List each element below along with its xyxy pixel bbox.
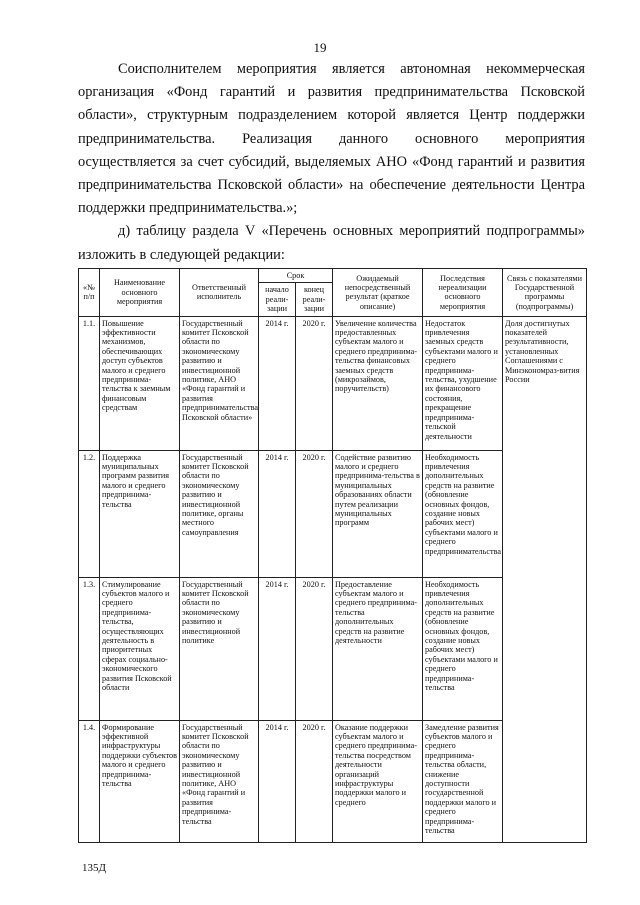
page-number: 19 — [313, 40, 327, 55]
row-executor: Государственный комитет Псковской области по экономическому развитию и инвестиционной политике, АНО «Фонд гарантий и развития предпринима-тельства — [180, 720, 259, 842]
row-name: Поддержка муниципальных программ развития малого и среднего предпринима-тельства — [100, 450, 180, 577]
header-row — [79, 269, 587, 283]
header-result: Ожидаемый непосредственный результат (краткое описание) — [333, 269, 423, 317]
row-end: 2020 г. — [296, 316, 333, 450]
header-num: «№ п/п — [79, 269, 100, 317]
row-end: 2020 г. — [296, 577, 333, 720]
row-result: Оказание поддержки субъектам малого и среднего предпринима-тельства посредством деятельности организаций инфраструктуры поддержки малого и среднего — [333, 720, 423, 842]
row-name: Повышение эффективности механизмов, обеспечивающих доступ субъектов малого и среднего предпринима-тельства к заемным финансовым средствам — [100, 316, 180, 450]
row-num: 1.1. — [79, 316, 100, 450]
paragraph-table-intro: д) таблицу раздела V «Перечень основных мероприятий подпрограммы» изложить в следующей редакции: — [78, 223, 585, 263]
row-start: 2014 г. — [259, 316, 296, 450]
header-link: Связь с показателями Государственной программы (подпрограммы) — [503, 269, 587, 317]
row-start: 2014 г. — [259, 577, 296, 720]
row-result: Предоставление субъектам малого и среднего предпринима-тельства дополнительных средств на развитие деятельности — [333, 577, 423, 720]
measures-table — [78, 268, 587, 843]
row-consequences: Замедление развития субъектов малого и среднего предпринима-тельства области, снижение доступности государственной поддержки малого и среднего предпринима-тельства — [423, 720, 503, 842]
row-result: Содействие развитию малого и среднего предпринима-тельства в муниципальных образованиях области путем реализации муниципальных программ — [333, 450, 423, 577]
row-consequences: Необходимость привлечения дополнительных средств на развитие (обновление основных фондов, создание новых рабочих мест) субъектами малого и среднего предпринима-тельства — [423, 577, 503, 720]
header-executor: Ответственный исполнитель — [180, 269, 259, 317]
row-start: 2014 г. — [259, 720, 296, 842]
row-executor: Государственный комитет Псковской области по экономическому развитию и инвестиционной политике — [180, 577, 259, 720]
row-executor: Государственный комитет Псковской области по экономическому развитию и инвестиционной политике, органы местного самоуправления — [180, 450, 259, 577]
row-end: 2020 г. — [296, 450, 333, 577]
paragraph-co-executor: Соисполнителем мероприятия является автономная некоммерческая организация «Фонд гарантий и развития предпринимательства Псковской области», структурным подразделением которой является Центр поддержки предпринимательства. Реализация данного основного мероприятия осуществляется за счет субсидий, выделяемых АНО «Фонд гарантий и развития предпринимательства Псковской области» на обеспечение деятельности Центра поддержки предпринимательства.»; — [78, 61, 585, 217]
row-name: Стимулирование субъектов малого и среднего предпринима-тельства, осуществляющих деятельность в приоритетных сферах социально-экономического развития Псковской области — [100, 577, 180, 720]
row-executor: Государственный комитет Псковской области по экономическому развитию и инвестиционной политике, АНО «Фонд гарантий и развития предпринимательства Псковской области» — [180, 316, 259, 450]
table-row — [79, 316, 587, 450]
header-start: начало реали-зации — [259, 283, 296, 316]
row-consequences: Недостаток привлечения заемных средств субъектами малого и среднего предпринима-тельства, ухудшение их финансового состояния, прекращение предпринима-тельской деятельности — [423, 316, 503, 450]
header-end: конец реали-зации — [296, 283, 333, 316]
row-consequences: Необходимость привлечения дополнительных средств на развитие (обновление основных фондов, создание новых рабочих мест) субъектами малого и среднего предпринимательства — [423, 450, 503, 577]
row-num: 1.3. — [79, 577, 100, 720]
row-num: 1.4. — [79, 720, 100, 842]
footer-code: 135Д — [82, 862, 107, 874]
row-num: 1.2. — [79, 450, 100, 577]
row-end: 2020 г. — [296, 720, 333, 842]
row-result: Увеличение количества предоставленных субъектам малого и среднего предпринима-тельства финансовых заемных средств (микрозаймов, поручительств) — [333, 316, 423, 450]
header-name: Наименование основного мероприятия — [100, 269, 180, 317]
body-text — [78, 58, 585, 267]
row-start: 2014 г. — [259, 450, 296, 577]
row-name: Формирование эффективной инфраструктуры поддержки субъектов малого и среднего предпринима-тельства — [100, 720, 180, 842]
header-term: Срок — [259, 269, 333, 283]
row-link: Доля достигнутых показателей результативности, установленных Соглашениями с Минэкономраз-вития России — [503, 316, 587, 842]
header-consequences: Последствия нереализации основного мероприятия — [423, 269, 503, 317]
